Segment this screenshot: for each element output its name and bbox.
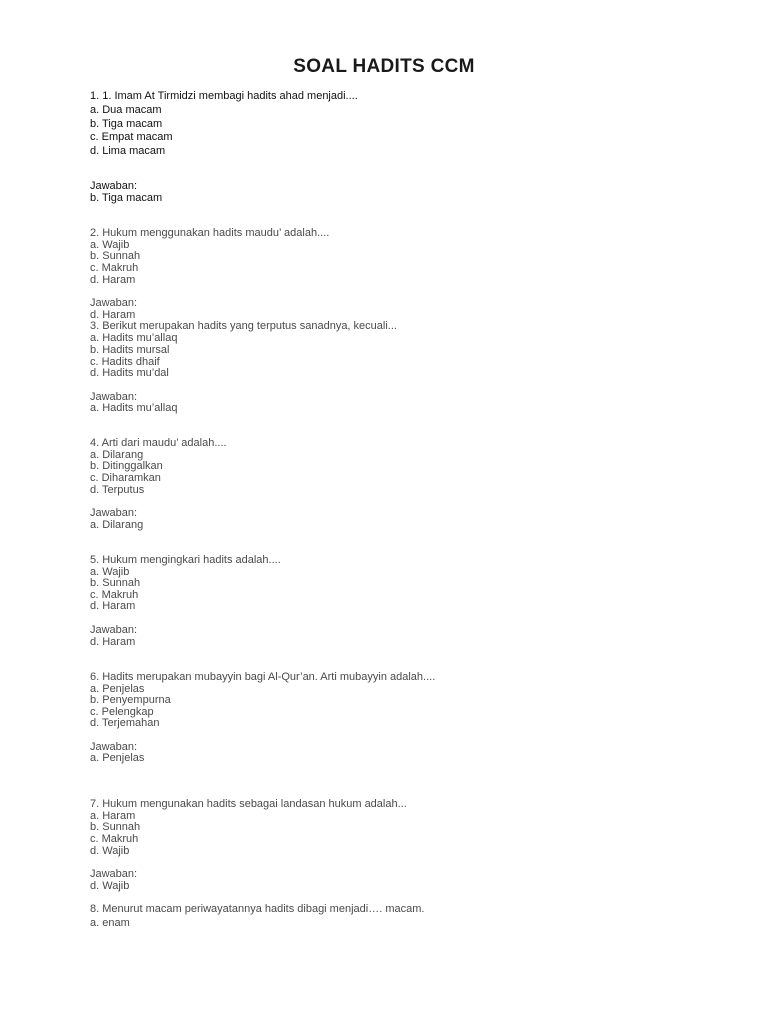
question-6: 6. Hadits merupakan mubayyin bagi Al-Qur’an. Arti mubayyin adalah.... bbox=[90, 671, 436, 683]
answer-4: a. Dilarang bbox=[90, 519, 144, 531]
option-5b: b. Sunnah bbox=[90, 577, 141, 589]
option-3c: c. Hadits dhaif bbox=[90, 356, 160, 368]
option-6b: b. Penyempurna bbox=[90, 694, 171, 706]
answer-5: d. Haram bbox=[90, 636, 136, 648]
option-3d: d. Hadits mu’dal bbox=[90, 367, 169, 379]
option-2b: b. Sunnah bbox=[90, 250, 141, 262]
question-4: 4. Arti dari maudu’ adalah.... bbox=[90, 437, 227, 449]
option-6a: a. Penjelas bbox=[90, 683, 145, 695]
option-4c: c. Diharamkan bbox=[90, 472, 161, 484]
answer-3: a. Hadits mu’allaq bbox=[90, 402, 178, 414]
answer-7: d. Wajib bbox=[90, 880, 130, 892]
option-5c: c. Makruh bbox=[90, 589, 139, 601]
answer-label-4: Jawaban: bbox=[90, 507, 138, 519]
answer-1: b. Tiga macam bbox=[90, 192, 163, 204]
document-title: SOAL HADITS CCM bbox=[293, 56, 475, 77]
question-3: 3. Berikut merupakan hadits yang terputus sanadnya, kecuali... bbox=[90, 320, 397, 332]
option-3b: b. Hadits mursal bbox=[90, 344, 170, 356]
answer-label-1: Jawaban: bbox=[90, 180, 138, 192]
option-2c: c. Makruh bbox=[90, 262, 139, 274]
answer-2: d. Haram bbox=[90, 309, 136, 321]
option-2d: d. Haram bbox=[90, 274, 136, 286]
answer-6: a. Penjelas bbox=[90, 752, 145, 764]
question-5: 5. Hukum mengingkari hadits adalah.... bbox=[90, 554, 281, 566]
question-2: 2. Hukum menggunakan hadits maudu’ adalah.... bbox=[90, 227, 330, 239]
answer-label-2: Jawaban: bbox=[90, 297, 138, 309]
option-6d: d. Terjemahan bbox=[90, 717, 160, 729]
answer-label-7: Jawaban: bbox=[90, 868, 138, 880]
option-1b: b. Tiga macam bbox=[90, 118, 163, 130]
option-5d: d. Haram bbox=[90, 600, 136, 612]
answer-label-3: Jawaban: bbox=[90, 391, 138, 403]
option-1d: d. Lima macam bbox=[90, 145, 166, 157]
option-4d: d. Terputus bbox=[90, 484, 145, 496]
option-7d: d. Wajib bbox=[90, 845, 130, 857]
option-8a: a. enam bbox=[90, 917, 130, 929]
question-1: 1. 1. Imam At Tirmidzi membagi hadits ahad menjadi.... bbox=[90, 90, 358, 102]
option-1a: a. Dua macam bbox=[90, 104, 162, 116]
option-6c: c. Pelengkap bbox=[90, 706, 154, 718]
option-7b: b. Sunnah bbox=[90, 821, 141, 833]
question-7: 7. Hukum mengunakan hadits sebagai landasan hukum adalah... bbox=[90, 798, 407, 810]
option-4a: a. Dilarang bbox=[90, 449, 144, 461]
answer-label-5: Jawaban: bbox=[90, 624, 138, 636]
option-5a: a. Wajib bbox=[90, 566, 130, 578]
question-8: 8. Menurut macam periwayatannya hadits dibagi menjadi…. macam. bbox=[90, 903, 425, 915]
option-2a: a. Wajib bbox=[90, 239, 130, 251]
option-1c: c. Empat macam bbox=[90, 131, 173, 143]
option-7a: a. Haram bbox=[90, 810, 136, 822]
option-7c: c. Makruh bbox=[90, 833, 139, 845]
answer-label-6: Jawaban: bbox=[90, 741, 138, 753]
option-4b: b. Ditinggalkan bbox=[90, 460, 163, 472]
option-3a: a. Hadits mu’allaq bbox=[90, 332, 178, 344]
